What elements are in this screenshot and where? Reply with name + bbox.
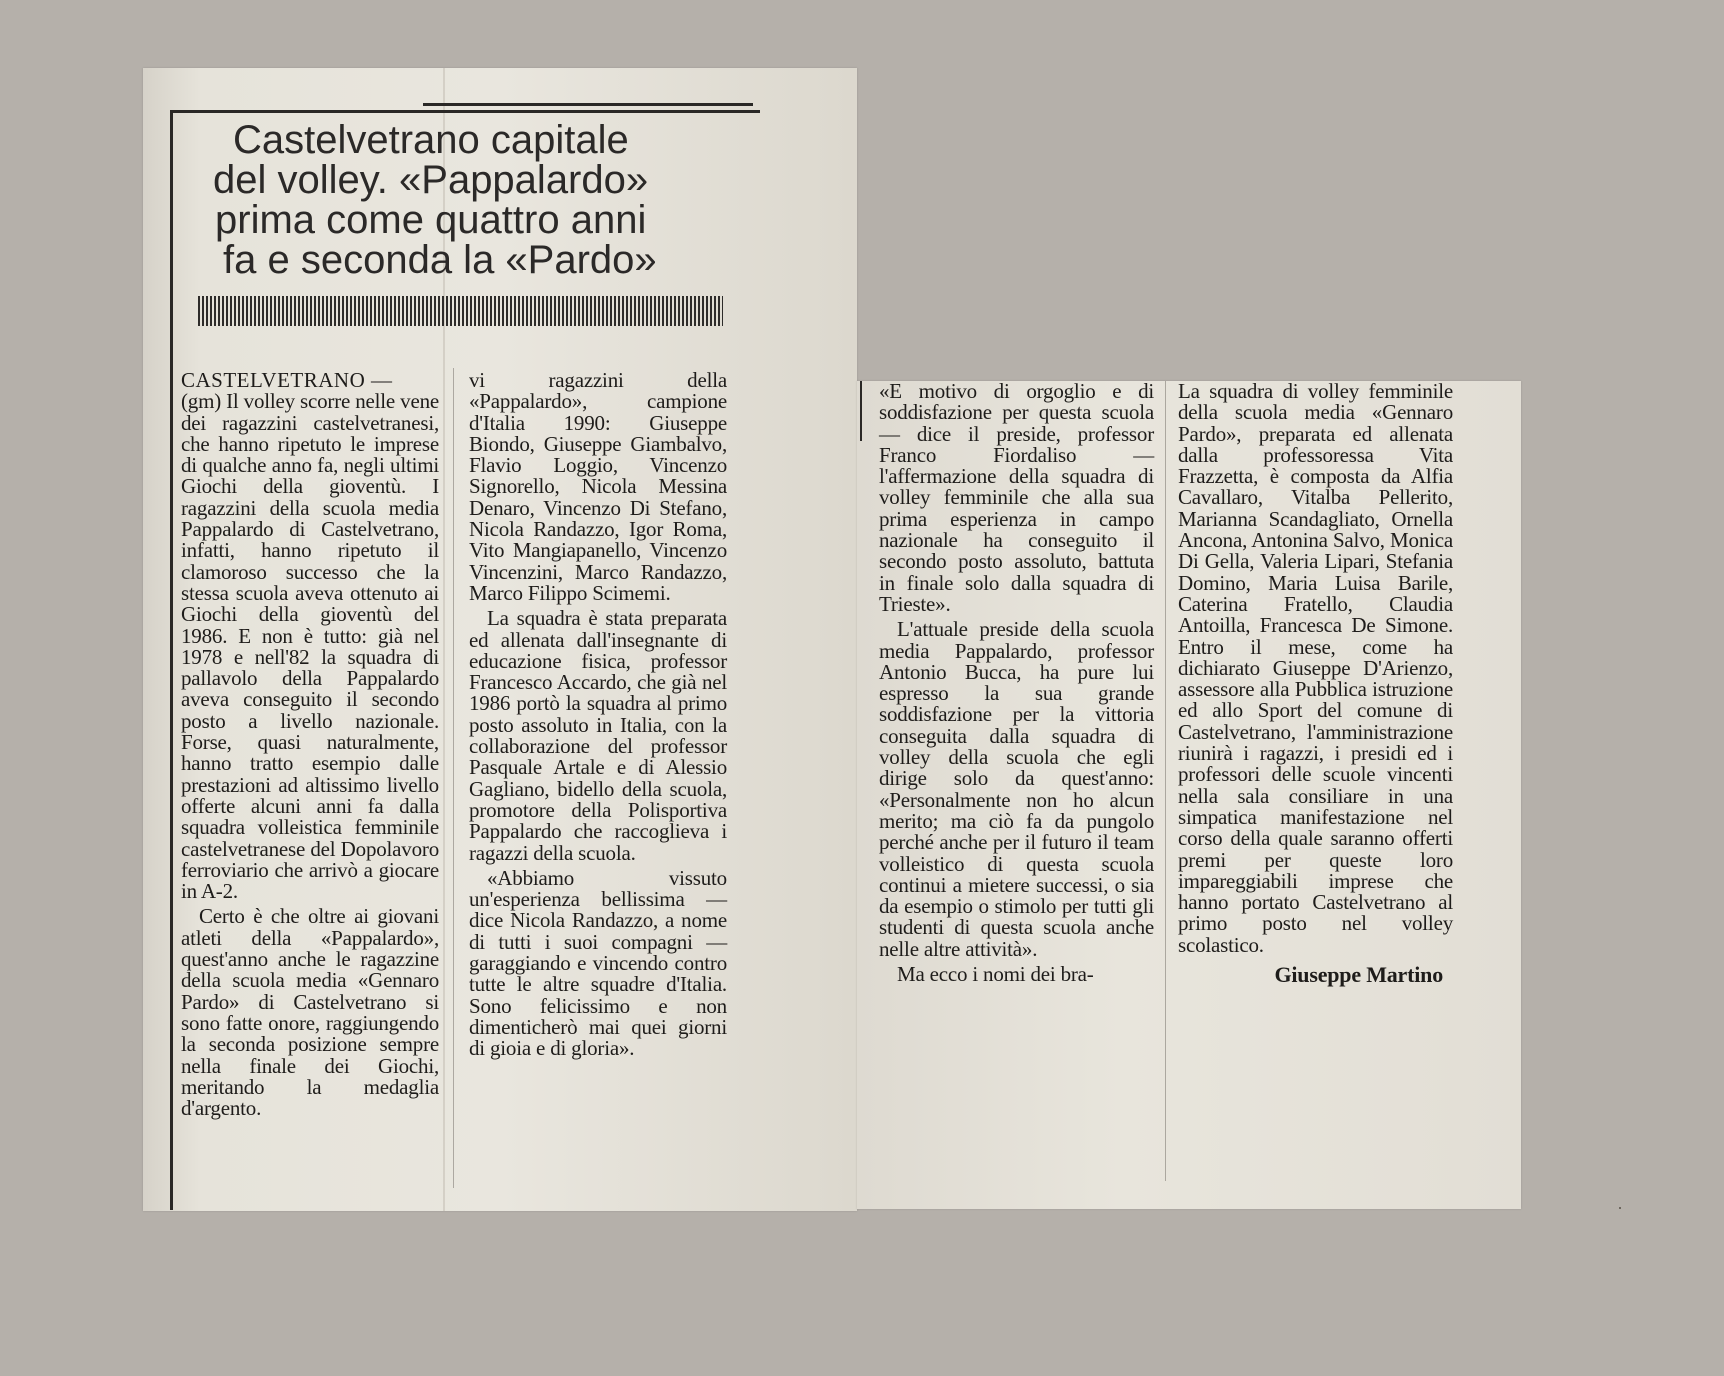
paragraph: «E motivo di orgoglio e di soddisfazione per questa scuola — dice il preside, professor Franco Fiordaliso — l'affermazione della squadra di volley femminile che alla sua prima esperienza in campo nazionale ha conseguito il secondo posto assoluto, battuta in finale solo dalla squadra di Trieste». — [879, 381, 1154, 616]
newspaper-clipping-left — [143, 68, 857, 1211]
paragraph: vi ragazzini della «Pappalardo», campione d'Italia 1990: Giuseppe Biondo, Giuseppe Giambalvo, Flavio Loggio, Vincenzo Signorello, Nicola Messina Denaro, Vincenzo Di Stefano, Nicola Randazzo, Igor Roma, Vito Mangiapanello, Vincenzo Vincenzini, Marco Randazzo, Marco Filippo Scimemi. — [469, 368, 727, 605]
frame-rule-horizontal-top — [423, 103, 753, 106]
headline-line: Castelvetrano capitale — [233, 118, 629, 162]
column-divider — [453, 368, 454, 1188]
paragraph: Certo è che oltre ai giovani atleti della «Pappalardo», quest'anno anche le ragazzine della scuola media «Gennaro Pardo» di Castelvetrano si sono fatte onore, raggiungendo la seconda posizione sempre nella finale dei Giochi, meritando la medaglia d'argento. — [181, 904, 439, 1121]
paragraph: L'attuale preside della scuola media Pappalardo, professor Antonio Bucca, ha pure lui espresso la sua grande soddisfazione per la vittoria conseguita dalla squadra di volley della scuola che egli dirige solo da quest'anno: «Personalmente non ho alcun merito; ma ciò fa da pungolo perché anche per il futuro il team volleistico di questa scuola continui a mietere successi, o sia da esempio o stimolo per tutti gli studenti di questa scuola anche nelle altre attività». — [879, 617, 1154, 961]
author-signature: Giuseppe Martino — [1274, 962, 1443, 988]
newspaper-clipping-right — [857, 381, 1521, 1209]
headline-line: fa e seconda la «Pardo» — [223, 238, 657, 282]
article-headline — [203, 120, 773, 280]
frame-rule-vertical — [170, 110, 173, 1210]
paragraph: La squadra di volley femminile della scuola media «Gennaro Pardo», preparata ed allenata dalla professoressa Vita Frazzetta, è composta da Alfia Cavallaro, Vitalba Pellerito, Marianna Scandagliato, Ornella Ancona, Antonina Salvo, Monica Di Gella, Valeria Lipari, Stefania Domino, Maria Luisa Barile, Caterina Fratello, Claudia Antoilla, Francesca De Simone. Entro il mese, come ha dichiarato Giuseppe D'Arienzo, assessore alla Pubblica istruzione ed allo Sport del comune di Castelvetrano, l'amministrazione riunirà i ragazzi, i presidi ed i professori delle scuole vincenti nella sala consiliare in una simpatica manifestazione nel corso della quale saranno offerti premi per queste loro impareggiabili imprese che hanno portato Castelvetrano al primo posto nel volley scolastico. — [1178, 381, 1453, 957]
article-column-3 — [879, 381, 1154, 985]
paragraph: (gm) Il volley scorre nelle vene dei ragazzini castelvetranesi, che hanno ripetuto le imprese di qualche anno fa, negli ultimi Giochi della gioventù. I ragazzini della scuola media Pappalardo di Castelvetrano, infatti, hanno ripetuto il clamoroso successo che la stessa scuola aveva ottenuto ai Giochi della gioventù del 1986. E non è tutto: già nel 1978 e nell'82 la squadra di pallavolo della Pappalardo aveva conseguito il secondo posto a livello nazionale. Forse, quasi naturalmente, hanno tratto esempio dalle prestazioni ad altissimo livello offerte alcuni anni fa dalla squadra volleistica femminile castelvetranese del Dopolavoro ferroviario che arrivò a giocare in A-2. — [181, 389, 439, 904]
frame-rule-horizontal — [170, 110, 760, 113]
paragraph: «Abbiamo vissuto un'esperienza bellissima — dice Nicola Randazzo, a nome di tutti i suoi compagni — garaggiando e vincendo contro tutte le altre squadre d'Italia. Sono felicissimo e non dimenticherò mai quei giorni di gioia e di gloria». — [469, 865, 727, 1061]
decorative-rule-pattern — [198, 296, 723, 326]
article-column-4 — [1178, 381, 1453, 988]
column-rule — [860, 381, 862, 441]
headline-line: del volley. «Pappalardo» — [213, 158, 649, 202]
dateline: CASTELVETRANO — — [181, 368, 393, 392]
paragraph: Ma ecco i nomi dei bra- — [897, 962, 1094, 987]
speck — [1619, 1207, 1621, 1209]
headline-line: prima come quattro anni — [215, 198, 647, 242]
article-column-1 — [181, 370, 439, 1119]
article-column-2 — [469, 370, 727, 1060]
paragraph: La squadra è stata preparata ed allenata dall'insegnante di educazione fisica, professor Francesco Accardo, che già nel 1986 portò la squadra al primo posto assoluto in Italia, con la collaborazione del professor Pasquale Artale e di Alessio Gagliano, bidello della scuola, promotore della Polisportiva Pappalardo che raccoglieva i ragazzi della scuola. — [469, 606, 727, 865]
column-divider — [1165, 381, 1166, 1181]
